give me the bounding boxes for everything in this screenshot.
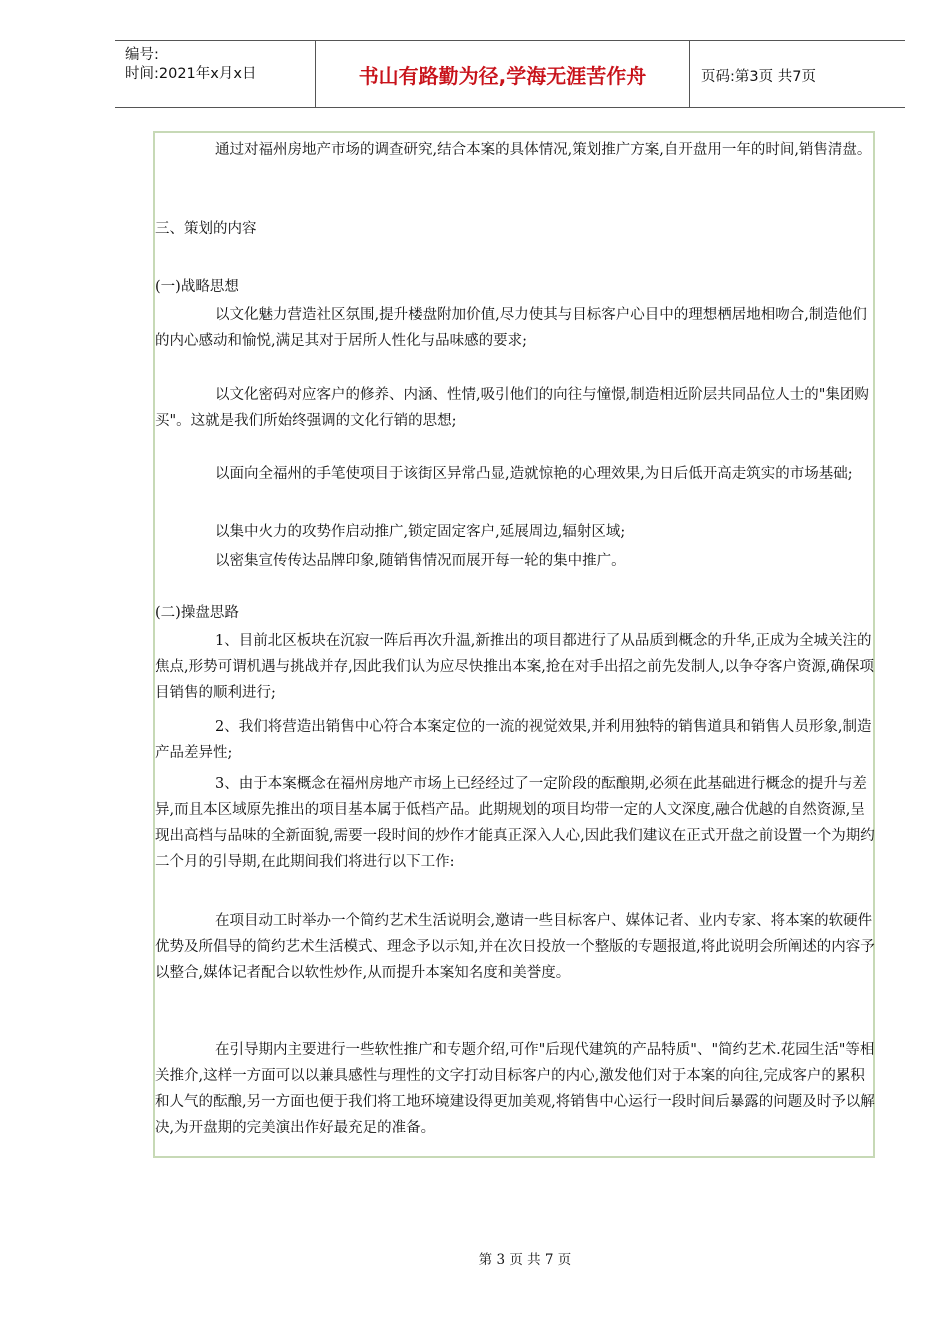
operation-paragraph: 3、由于本案概念在福州房地产市场上已经经过了一定阶段的酝酿期,必须在此基础进行概念的提升与差异,而且本区域原先推出的项目基本属于低档产品。此期规划的项目均带一定的人文深度,融合优越的自然资源,呈现出高档与品味的全新面貌,需要一段时间的炒作才能真正深入人心,因此我们建议在正式开盘之前设置一个为期约二个月的引导期,在此期间我们将进行以下工作: bbox=[155, 776, 875, 870]
subsection-heading: (二)操盘思路 bbox=[155, 605, 239, 621]
page-footer: 第 3 页 共 7 页 bbox=[478, 1252, 572, 1268]
section-heading: 三、策划的内容 bbox=[155, 221, 257, 237]
operation-paragraph: 在项目动工时举办一个简约艺术生活说明会,邀请一些目标客户、媒体记者、业内专家、将本案的软硬件优势及所倡导的简约艺术生活模式、理念予以示知,并在次日投放一个整版的专题报道,将此说明会所阐述的内容予以整合,媒体记者配合以软性炒作,从而提升本案知名度和美誉度。 bbox=[155, 913, 875, 981]
operation-paragraph: 在引导期内主要进行一些软性推广和专题介绍,可作"后现代建筑的产品特质"、"简约艺术.花园生活"等相关推介,这样一方面可以以兼具感性与理性的文字打动目标客户的内心,激发他们对于本案的向往,完成客户的累积和人气的酝酿,另一方面也便于我们将工地环境建设得更加美观,将销售中心运行一段时间后暴露的问题及时予以解决,为开盘期的完美演出作好最充足的准备。 bbox=[155, 1042, 875, 1136]
header-meta bbox=[115, 41, 316, 107]
page-header bbox=[115, 40, 905, 108]
operation-paragraph: 2、我们将营造出销售中心符合本案定位的一流的视觉效果,并利用独特的销售道具和销售人员形象,制造产品差异性; bbox=[155, 719, 872, 761]
operation-paragraph: 1、目前北区板块在沉寂一阵后再次升温,新推出的项目都进行了从品质到概念的升华,正成为全城关注的焦点,形势可谓机遇与挑战并存,因此我们认为应尽快推出本案,抢在对手出招之前先发制人,以争夺客户资源,确保项目销售的顺利进行; bbox=[155, 633, 875, 701]
date-label: 时间:2021年x月x日 bbox=[125, 66, 257, 82]
strategy-paragraph: 以集中火力的攻势作启动推广,锁定固定客户,延展周边,辐射区域; bbox=[215, 524, 626, 540]
strategy-paragraph: 以密集宣传传达品牌印象,随销售情况而展开每一轮的集中推广。 bbox=[215, 553, 626, 569]
motto: 书山有路勤为径,学海无涯苦作舟 bbox=[316, 41, 690, 107]
number-label: 编号: bbox=[125, 47, 159, 63]
paragraph-intro: 通过对福州房地产市场的调查研究,结合本案的具体情况,策划推广方案,自开盘用一年的时间,销售清盘。 bbox=[215, 142, 872, 158]
strategy-paragraph: 以文化密码对应客户的修养、内涵、性情,吸引他们的向往与憧憬,制造相近阶层共同品位人士的"集团购买"。这就是我们所始终强调的文化行销的思想; bbox=[155, 387, 869, 429]
strategy-paragraph: 以文化魅力营造社区氛围,提升楼盘附加价值,尽力使其与目标客户心目中的理想栖居地相吻合,制造他们的内心感动和愉悦,满足其对于居所人性化与品味感的要求; bbox=[155, 307, 867, 349]
page-info: 页码:第3页 共7页 bbox=[701, 69, 816, 85]
subsection-heading: (一)战略思想 bbox=[155, 279, 239, 295]
strategy-paragraph: 以面向全福州的手笔使项目于该街区异常凸显,造就惊艳的心理效果,为日后低开高走筑实的市场基础; bbox=[215, 466, 853, 482]
